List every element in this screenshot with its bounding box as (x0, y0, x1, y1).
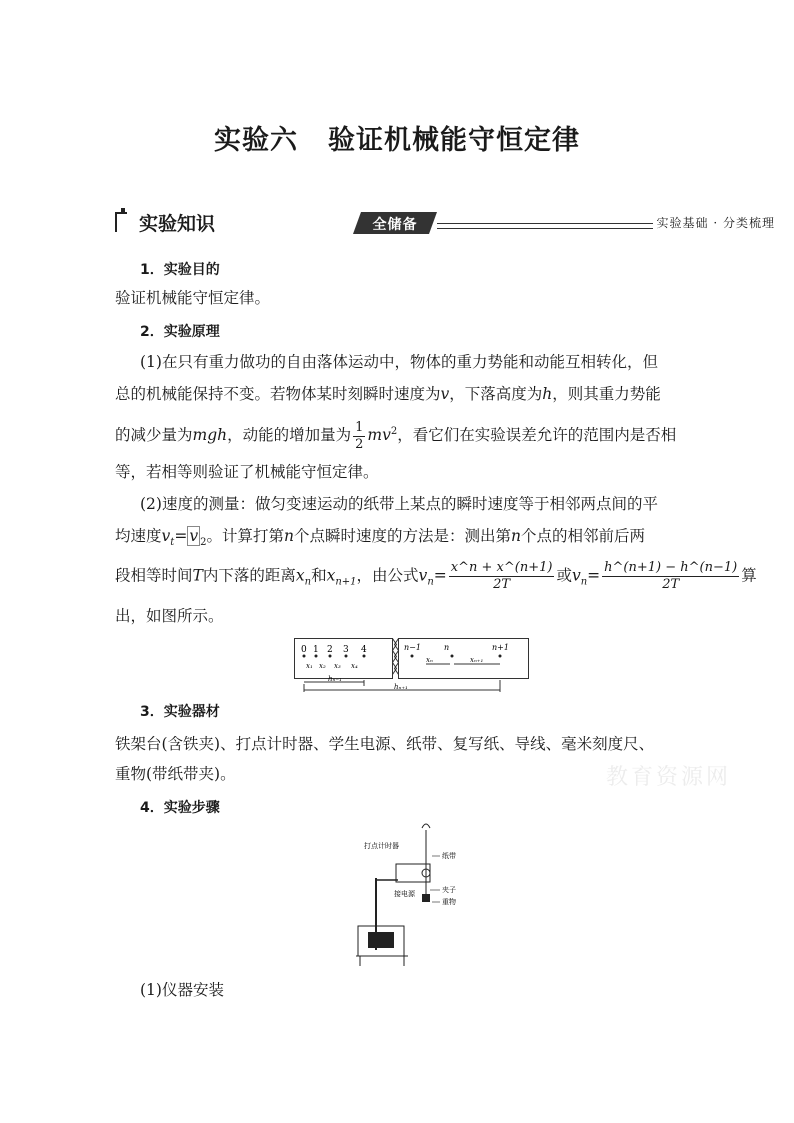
s2-p2-line3 (115, 560, 757, 597)
weight-icon (422, 894, 430, 902)
banner-label: 实验知识 (139, 213, 216, 235)
text-seg: ，下落高度为 (449, 385, 543, 403)
var-v: v (440, 385, 450, 403)
label-power: 接电源 (394, 890, 415, 898)
s3-line1: 铁架台(含铁夹)、打点计时器、学生电源、纸带、复写纸、导线、毫米刻度尺、 (115, 735, 655, 753)
var-n: n (510, 527, 521, 545)
tape-point-label: n−1 (404, 643, 421, 652)
s3-heading: 3．实验器材 (140, 704, 220, 720)
banner-badge (353, 212, 437, 234)
label-clip: 夹子 (442, 886, 456, 894)
s2-heading: 2．实验原理 (140, 324, 220, 340)
tape-x-label: x₄ (351, 662, 358, 670)
tape-x-label: xₙ₊₁ (470, 656, 484, 664)
var-mv: mv (367, 426, 391, 445)
superscript: 2 (390, 426, 398, 437)
tape-point-label: 4 (361, 645, 367, 655)
s2-p2-line4: 出，如图所示。 (115, 607, 224, 625)
apparatus-figure (356, 820, 466, 968)
text-seg: ，则其重力势能 (552, 385, 661, 403)
subscript: n (427, 576, 434, 588)
subscript: n+1 (335, 576, 357, 588)
s4-heading: 4．实验步骤 (140, 800, 220, 816)
frac-num: x^n + x^(n+1) (450, 560, 553, 575)
var-vbar: v (189, 527, 199, 545)
text-seg: ，动能的增加量为 (227, 426, 352, 445)
tape-point-label: 1 (313, 645, 319, 655)
var-n: n (283, 527, 294, 545)
var-mgh: mgh (192, 426, 228, 445)
h-label-2: hₙ₊₁ (394, 683, 408, 691)
var-x: x (326, 566, 336, 585)
tape-point-label: n (444, 643, 450, 652)
text-seg: 段相等时间 (115, 566, 193, 585)
text-seg: 的减少量为 (115, 426, 193, 445)
text-seg: 总的机械能保持不变。若物体某时刻瞬时速度为 (115, 385, 441, 403)
text-seg: ，看它们在实验误差允许的范围内是否相 (397, 426, 677, 445)
var-h: h (542, 385, 553, 403)
label-weight: 重物 (442, 898, 456, 906)
text-seg: 。计算打第 (206, 527, 284, 545)
tape-point-label: 2 (327, 645, 333, 655)
tape-dot (451, 655, 454, 658)
tape-point-label: 3 (343, 645, 349, 655)
s2-p2-line1: (2)速度的测量：做匀变速运动的纸带上某点的瞬时速度等于相邻两点间的平 (140, 495, 658, 513)
subscript: n (304, 576, 312, 588)
s2-p1-line1: (1)在只有重力做功的自由落体运动中，物体的重力势能和动能互相转化，但 (140, 353, 658, 371)
label-tape: 纸带 (442, 852, 456, 860)
subscript: 2 (200, 537, 207, 549)
tape-x-label: x₁ (306, 662, 313, 670)
tape-diagram (294, 636, 530, 694)
subscript: t (170, 537, 175, 549)
frac-den: 2T (662, 577, 680, 592)
s1-heading: 1．实验目的 (140, 262, 220, 278)
text-seg: 个点瞬时速度的方法是：测出第 (293, 527, 511, 545)
var-v: v (161, 527, 171, 545)
tape-x-label: x₃ (334, 662, 341, 670)
frac-den: 2 (355, 436, 364, 452)
s3-line2: 重物(带纸带夹)。 (115, 765, 236, 783)
s5-text: (1)仪器安装 (140, 981, 224, 999)
tape-dot (411, 655, 414, 658)
equals: = (433, 566, 447, 585)
frac-num: 1 (355, 419, 364, 435)
tape-dot (499, 655, 502, 658)
var-T: T (192, 566, 203, 585)
fraction-x (449, 560, 555, 593)
watermark: 教育资源网 (606, 765, 732, 790)
s2-p1-line3 (115, 418, 676, 453)
tape-point-label: n+1 (492, 643, 509, 652)
text-seg: 个点的相邻前后两 (520, 527, 645, 545)
subscript: n (580, 576, 588, 588)
tape-x-label: x₂ (319, 662, 326, 670)
s2-p1-line4: 等，若相等则验证了机械能守恒定律。 (115, 463, 379, 481)
section-banner (115, 208, 775, 234)
label-timer: 打点计时器 (364, 842, 399, 850)
frac-den: 2T (493, 577, 511, 592)
title-part1: 实验六 (214, 125, 298, 156)
banner-badge-text: 全储备 (372, 217, 418, 233)
fraction-half (353, 420, 365, 453)
var-v: v (571, 566, 581, 585)
text-seg: 和 (311, 566, 327, 585)
text-seg: 均速度 (115, 527, 162, 545)
s2-p1-line2 (115, 380, 661, 408)
h-label-1: hₙ₋₁ (328, 675, 342, 683)
banner-corner-square-icon (121, 208, 125, 212)
var-x: x (295, 566, 305, 585)
text-seg: 内下落的距离 (202, 566, 296, 585)
text-seg: 或 (556, 566, 572, 585)
var-v: v (418, 566, 428, 585)
title-part2: 验证机械能守恒定律 (328, 125, 580, 156)
tape-x-label: xₙ (426, 656, 433, 664)
equals: = (587, 566, 601, 585)
fraction-h (602, 560, 739, 593)
s2-p2-line2 (115, 522, 645, 557)
timer-icon (396, 864, 430, 882)
equals: = (174, 527, 188, 545)
s1-text: 验证机械能守恒定律。 (115, 289, 271, 307)
page-title (0, 118, 794, 157)
frac-num: h^(n+1) − h^(n−1) (604, 560, 738, 575)
hand-icon (422, 824, 430, 828)
text-seg: ，由公式 (356, 566, 419, 585)
banner-corner-icon (115, 212, 127, 232)
tape-point-label: 0 (301, 645, 307, 655)
text-seg: 算 (741, 566, 757, 585)
banner-right-text: 实验基础 · 分类梳理 (653, 214, 775, 231)
